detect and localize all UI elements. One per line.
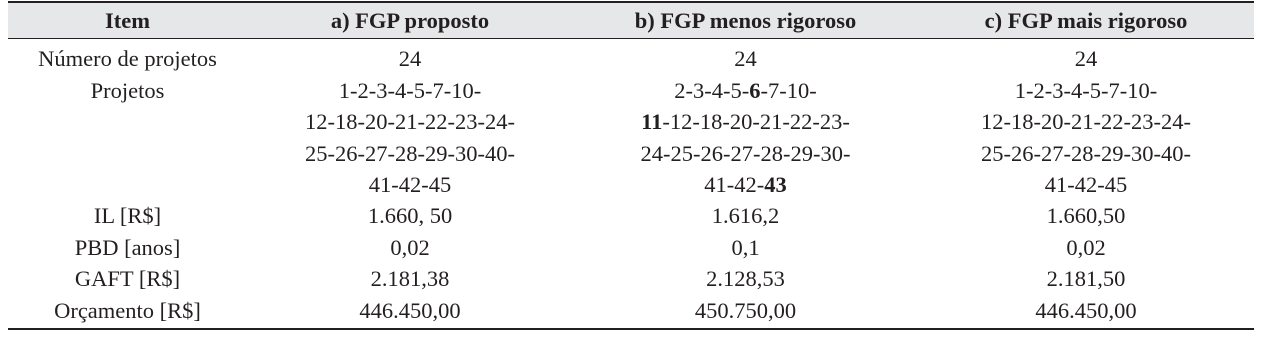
cell-value: 24 — [1074, 46, 1098, 72]
cell-value: 450.750,00 — [573, 295, 918, 329]
cell-value: 2.181,50 — [1046, 266, 1126, 292]
highlighted-project: 6 — [749, 77, 761, 103]
header-fgp-mais-rigoroso: c) FGP mais rigoroso — [918, 2, 1254, 39]
cell-project-list — [918, 75, 1254, 201]
row-label: PBD [anos] — [74, 234, 181, 260]
cell-value: 0,02 — [390, 234, 430, 260]
project-line: 12-18-20-21-22-23-24- — [305, 109, 515, 135]
project-line: 1-2-3-4-5-7-10- — [1014, 77, 1158, 103]
cell-project-list — [247, 75, 573, 201]
cell-value: 446.450,00 — [247, 295, 573, 329]
row-label: GAFT [R$] — [74, 266, 181, 292]
cell-value: 446.450,00 — [918, 295, 1254, 329]
table-row — [8, 295, 1254, 329]
table-row — [8, 75, 1254, 201]
cell-value: 2.181,38 — [370, 266, 450, 292]
cell-value: 1.660,50 — [1046, 203, 1126, 229]
table-row — [8, 39, 1254, 75]
table-row — [8, 232, 1254, 263]
cell-value: 1.616,2 — [711, 203, 780, 229]
header-row — [8, 2, 1254, 39]
project-line: 11-12-18-20-21-22-23- — [641, 109, 850, 135]
project-line: 24-25-26-27-28-29-30- — [640, 140, 851, 166]
project-line: 41-42-43 — [704, 171, 787, 197]
header-item: Item — [8, 2, 247, 39]
row-label: IL [R$] — [93, 203, 162, 229]
comparison-table — [8, 1, 1254, 330]
project-line: 41-42-45 — [368, 171, 452, 197]
cell-value: 0,1 — [731, 234, 760, 260]
cell-value: 0,02 — [1066, 234, 1106, 260]
project-line: 2-3-4-5-6-7-10- — [674, 77, 817, 103]
cell-value: 2.128,53 — [706, 266, 785, 292]
row-label: Número de projetos — [38, 46, 217, 72]
table-row — [8, 263, 1254, 294]
project-line: 41-42-45 — [1044, 171, 1128, 197]
row-label: Orçamento [R$] — [8, 295, 247, 329]
header-fgp-menos-rigoroso: b) FGP menos rigoroso — [573, 2, 918, 39]
cell-value: 24 — [734, 46, 757, 72]
project-line: 25-26-27-28-29-30-40- — [981, 140, 1191, 166]
table-row — [8, 200, 1254, 231]
cell-value: 1.660, 50 — [367, 203, 453, 229]
project-line: 25-26-27-28-29-30-40- — [305, 140, 515, 166]
highlighted-project: 11 — [641, 109, 663, 135]
cell-value: 24 — [398, 46, 422, 72]
cell-project-list — [573, 75, 918, 201]
project-line: 12-18-20-21-22-23-24- — [981, 109, 1191, 135]
header-fgp-proposto: a) FGP proposto — [247, 2, 573, 39]
row-label: Projetos — [90, 77, 165, 103]
project-line: 1-2-3-4-5-7-10- — [338, 77, 482, 103]
highlighted-project: 43 — [764, 171, 787, 197]
